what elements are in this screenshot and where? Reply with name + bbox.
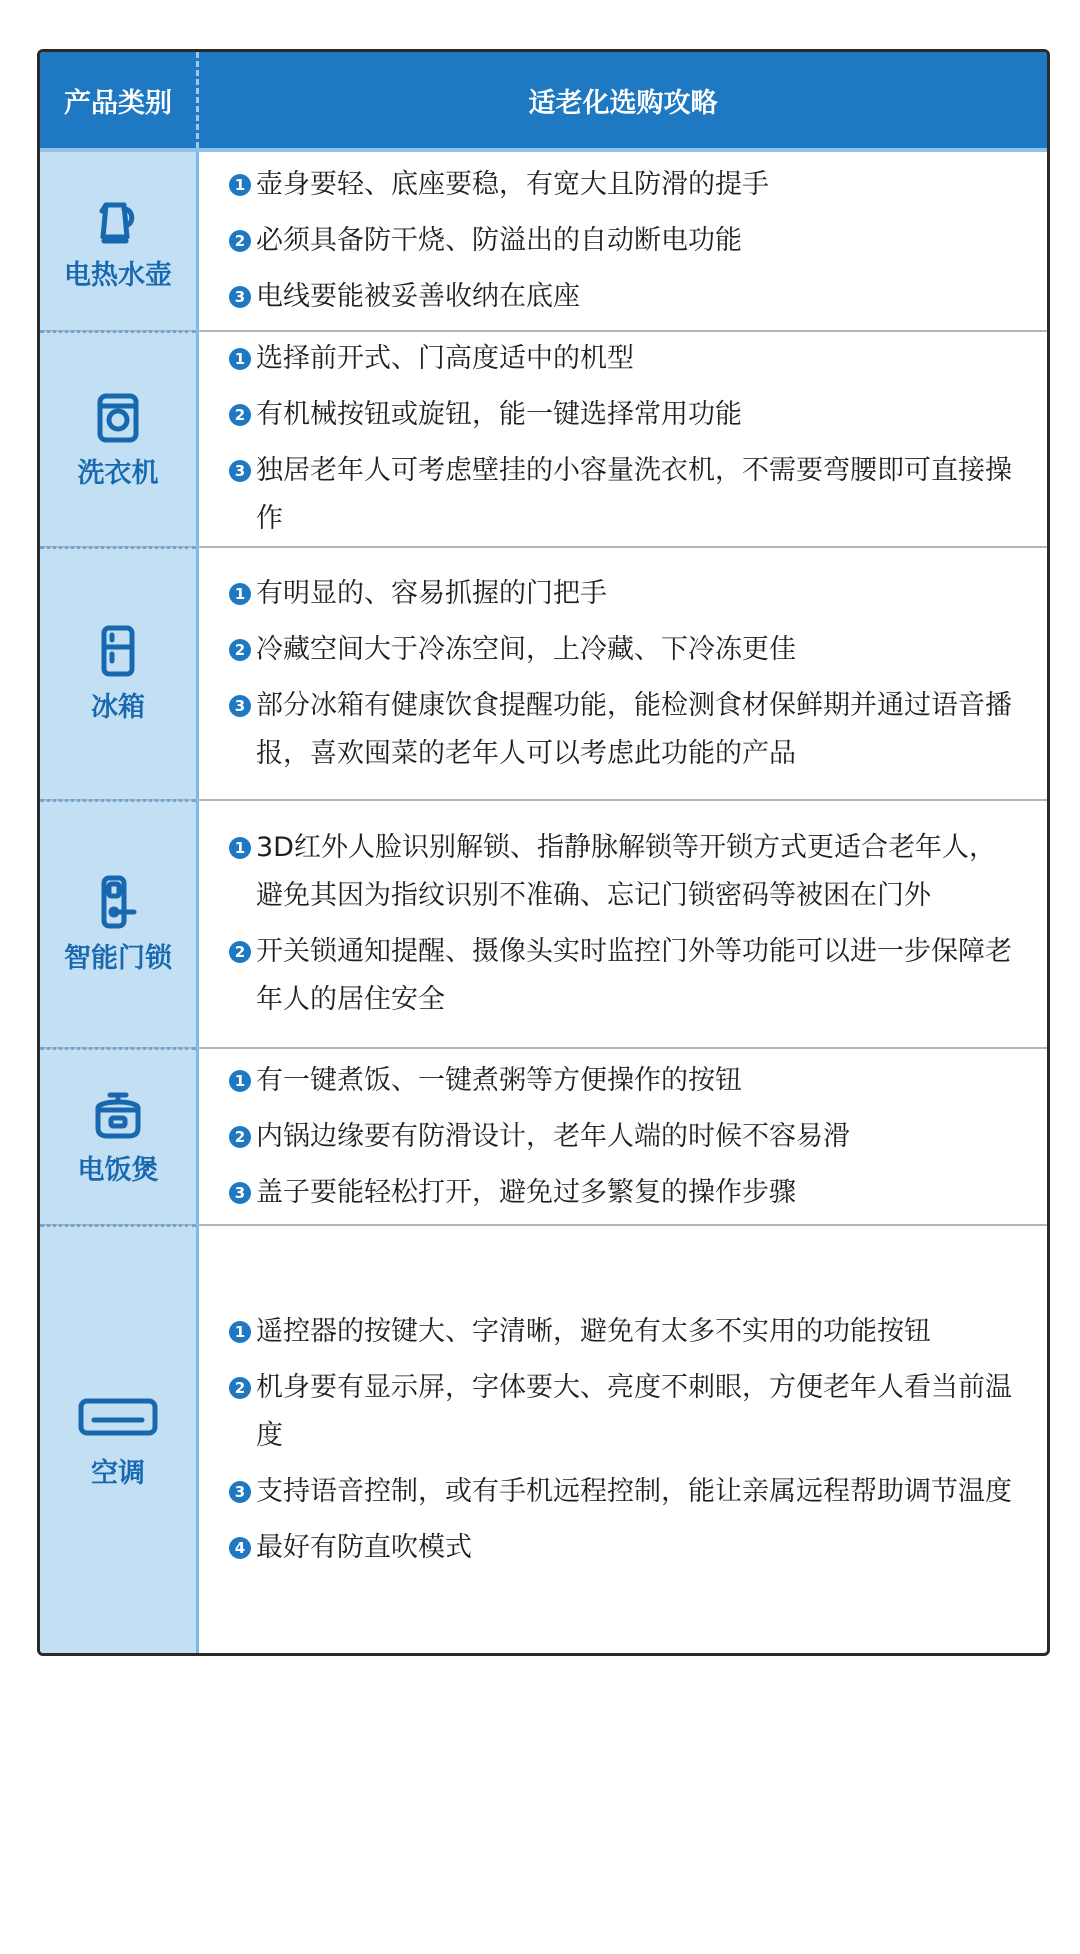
number-badge: 2 [229, 941, 251, 963]
category-cell [40, 548, 199, 799]
list-item: 1 遥控器的按键大、字清晰，避免有太多不实用的功能按钮 [229, 1308, 1021, 1356]
tips-cell [199, 548, 1047, 799]
category-label: 电热水壶 [64, 259, 172, 291]
tips-cell [199, 332, 1047, 546]
category-cell [40, 801, 199, 1047]
number-badge: 3 [229, 286, 251, 308]
list-item: 2 机身要有显示屏，字体要大、亮度不刺眼，方便老年人看当前温度 [229, 1364, 1021, 1460]
number-badge: 1 [229, 1321, 251, 1343]
table-row-rice-cooker [40, 1047, 1047, 1224]
number-badge: 2 [229, 639, 251, 661]
kettle-icon [90, 191, 146, 247]
number-badge: 3 [229, 1481, 251, 1503]
category-cell [40, 332, 199, 546]
category-label: 洗衣机 [77, 457, 159, 489]
number-badge: 1 [229, 837, 251, 859]
category-label: 电饭煲 [77, 1155, 159, 1186]
list-item: 3 盖子要能轻松打开，避免过多繁复的操作步骤 [229, 1169, 1021, 1217]
table-row-kettle [40, 152, 1047, 330]
list-item: 4 最好有防直吹模式 [229, 1524, 1021, 1572]
category-cell [40, 1226, 199, 1653]
list-item: 3 电线要能被妥善收纳在底座 [229, 273, 1021, 321]
number-badge: 3 [229, 695, 251, 717]
tips-cell [199, 152, 1047, 330]
guide-table [37, 49, 1050, 1656]
header-category: 产品类别 [40, 52, 199, 148]
category-cell [40, 1049, 199, 1224]
list-item: 1 3D红外人脸识别解锁、指静脉解锁等开锁方式更适合老年人，避免其因为指纹识别不准确、忘记门锁密码等被困在门外 [229, 824, 1021, 920]
air-conditioner-icon [76, 1389, 160, 1445]
tips-cell [199, 1049, 1047, 1224]
number-badge: 2 [229, 1126, 251, 1148]
category-cell [40, 152, 199, 330]
table-row-smart-lock [40, 799, 1047, 1047]
list-item: 2 内锅边缘要有防滑设计，老年人端的时候不容易滑 [229, 1113, 1021, 1161]
list-item: 1 壶身要轻、底座要稳，有宽大且防滑的提手 [229, 161, 1021, 209]
list-item: 1 有一键煮饭、一键煮粥等方便操作的按钮 [229, 1057, 1021, 1105]
list-item: 3 部分冰箱有健康饮食提醒功能，能检测食材保鲜期并通过语音播报，喜欢囤菜的老年人可以考虑此功能的产品 [229, 682, 1021, 778]
list-item: 1 选择前开式、门高度适中的机型 [229, 335, 1021, 383]
rice-cooker-icon [90, 1086, 146, 1142]
category-label: 空调 [91, 1458, 145, 1489]
category-label: 智能门锁 [64, 942, 172, 974]
number-badge: 1 [229, 1070, 251, 1092]
list-item: 3 支持语音控制，或有手机远程控制，能让亲属远程帮助调节温度 [229, 1468, 1021, 1516]
number-badge: 1 [229, 348, 251, 370]
list-item: 1 有明显的、容易抓握的门把手 [229, 570, 1021, 618]
list-item: 2 开关锁通知提醒、摄像头实时监控门外等功能可以进一步保障老年人的居住安全 [229, 928, 1021, 1024]
number-badge: 3 [229, 1182, 251, 1204]
number-badge: 2 [229, 404, 251, 426]
category-label: 冰箱 [91, 692, 145, 723]
list-item: 2 冷藏空间大于冷冻空间，上冷藏、下冷冻更佳 [229, 626, 1021, 674]
number-badge: 4 [229, 1537, 251, 1559]
table-row-refrigerator [40, 546, 1047, 799]
number-badge: 2 [229, 230, 251, 252]
number-badge: 2 [229, 1377, 251, 1399]
smart-lock-icon [90, 874, 146, 930]
tips-cell [199, 801, 1047, 1047]
list-item: 3 独居老年人可考虑壁挂的小容量洗衣机，不需要弯腰即可直接操作 [229, 447, 1021, 543]
table-row-washing-machine [40, 330, 1047, 546]
number-badge: 1 [229, 174, 251, 196]
tips-cell [199, 1226, 1047, 1653]
table-row-air-conditioner [40, 1224, 1047, 1653]
number-badge: 3 [229, 460, 251, 482]
refrigerator-icon [90, 623, 146, 679]
table-header [40, 52, 1047, 152]
list-item: 2 有机械按钮或旋钮，能一键选择常用功能 [229, 391, 1021, 439]
washing-machine-icon [90, 389, 146, 445]
number-badge: 1 [229, 583, 251, 605]
header-tips: 适老化选购攻略 [528, 87, 718, 119]
list-item: 2 必须具备防干烧、防溢出的自动断电功能 [229, 217, 1021, 265]
